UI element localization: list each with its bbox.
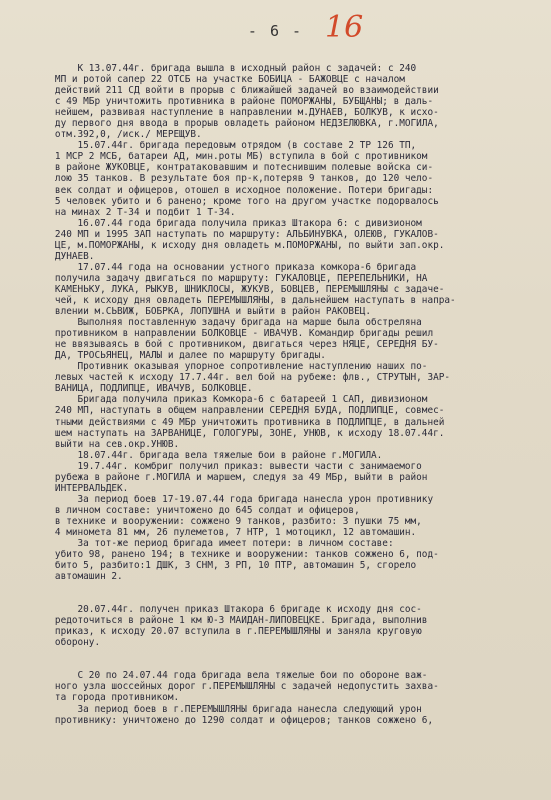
text-line: нейшем, развивая наступление в направлении м.ДУНАЕВ, БОЛКУВ, к исхо- (38, 107, 439, 119)
text-line: 5 человек убито и 6 ранено; кроме того на другом участке подорвалось (38, 195, 439, 207)
text-line: отм.392,0, /иск./ МЕРЕЩУВ. (38, 129, 202, 141)
text-line: 20.07.44г. получен приказ Штакора 6 бригаде к исходу дня сос- (38, 604, 422, 616)
archive-mark: 16 (325, 10, 364, 45)
text-line: рубежа в районе г.МОГИЛА и маршем, следуя за 49 МБр, выйти в район (38, 471, 428, 483)
text-line: левых частей к исходу 17.7.44г. вел бой на рубеже: флв., СТРУТЫН, ЗАР- (38, 372, 451, 384)
text-line: век солдат и офицеров, отошел в исходное положение. Потери бригады: (38, 184, 434, 196)
text-line: ДУНАЕВ. (38, 250, 95, 262)
text-line: ИНТЕРВАЛЬДЕК. (38, 482, 129, 494)
text-line: действий 211 СД войти в прорыв с ближайшей задачей во взаимодействии (38, 85, 439, 97)
page-number: - 6 - (247, 22, 304, 40)
text-line: МП и ротой сапер 22 ОТСБ на участке БОБИЦА - БАЖОВЦЕ с началом (38, 74, 405, 86)
text-line: оборону. (38, 637, 101, 649)
text-line: 16.07.44 года бригада получила приказ Штакора 6: с дивизионом (38, 217, 422, 229)
text-line: ЦЕ, м.ПОМОРЖАНЫ, к исходу дня овладеть м.ПОМОРЖАНЫ, по выйти зап.окр. (38, 239, 445, 251)
text-line: в личном составе: уничтожено до 645 солдат и офицеров, (38, 504, 360, 516)
text-line: ного узла шоссейных дорог г.ПЕРЕМЫШЛЯНЫ с задачей недопустить захва- (38, 681, 439, 693)
text-line: 240 МП и 1995 ЗАП наступать по маршруту: АЛЬБИНУВКА, ОЛЕЮВ, ГУКАЛОВ- (38, 228, 439, 240)
text-line: получила задачу двигаться по маршруту: ГУКАЛОВЦЕ, ПЕРЕПЕЛЬНИКИ, НА (38, 272, 428, 284)
text-line: с 49 МБр уничтожить противника в районе ПОМОРЖАНЫ, БУБЩАНЫ; в даль- (38, 96, 434, 108)
text-line: в районе ЖУКОВЦЕ, контратаковавшим и потеснившим полевые войска си- (38, 162, 434, 174)
text-line: Противник оказывая упорное сопротивление наступлению наших по- (38, 361, 428, 373)
text-line: на минах 2 Т-34 и подбит 1 Т-34. (38, 206, 236, 218)
text-line: Бригада получила приказ Комкора-6 с батареей 1 САП, дивизионом (38, 394, 428, 406)
text-line: редоточиться в районе 1 км Ю-З МАЙДАН-ЛИПОВЕЦКЕ. Бригада, выполнив (38, 615, 428, 627)
text-line: влении м.СЬВИЖ, БОБРКА, ЛОПУШНА и выйти в район РАКОВЕЦ. (38, 306, 372, 318)
text-line: ДА, ТРОСЬЯНЕЦ, МАЛЫ и далее по маршруту бригады. (38, 350, 326, 362)
text-line: 18.07.44г. бригада вела тяжелые бои в районе г.МОГИЛА. (38, 449, 383, 461)
text-line: та города противником. (38, 692, 180, 704)
text-line: тными действиями с 49 МБр уничтожить противника в ПОДЛИПЦЕ, в дальней (38, 416, 445, 428)
text-line: За период боев в г.ПЕРЕМЫШЛЯНЫ бригада нанесла следующий урон (38, 703, 422, 715)
text-line: Выполняя поставленную задачу бригада на марше была обстреляна (38, 317, 422, 329)
text-line: 1 МСР 2 МСБ, батареи АД, мин.роты МБ) вступила в бой с противником (38, 151, 428, 163)
text-line: автомашин 2. (38, 571, 123, 583)
text-line: выйти на сев.окр.УНЮВ. (38, 438, 180, 450)
text-line: чей, к исходу дня овладеть ПЕРЕМЫШЛЯНЫ, в дальнейшем наступать в напра- (38, 294, 456, 306)
text-line (38, 582, 543, 604)
text-line: приказ, к исходу 20.07 вступила в г.ПЕРЕМЫШЛЯНЫ и заняла круговую (38, 626, 422, 638)
text-line: 19.7.44г. комбриг получил приказ: вывести части с занимаемого (38, 460, 422, 472)
text-line: противником в направлении БОЛКОВЦЕ - ИВАЧУВ. Командир бригады решил (38, 328, 434, 340)
text-line: 17.07.44 года на основании устного приказа комкора-6 бригада (38, 261, 417, 273)
text-line: в технике и вооружении: сожжено 9 танков, разбито: 3 пушки 75 мм, (38, 515, 422, 527)
text-line: лою 35 танков. В результате боя пр-к,потеряв 9 танков, до 120 чело- (38, 173, 434, 185)
text-line: 240 МП, наступать в общем направлении СЕРЕДНЯ БУДА, ПОДЛИПЦЕ, совмес- (38, 405, 445, 417)
report-text (38, 63, 543, 726)
text-line: С 20 по 24.07.44 года бригада вела тяжелые бои по обороне важ- (38, 670, 428, 682)
text-line: убито 98, ранено 194; в технике и вооружении: танков сожжено 6, под- (38, 549, 439, 561)
text-line: За тот-же период бригада имеет потери: в личном составе: (38, 538, 394, 550)
text-line: К 13.07.44г. бригада вышла в исходный район с задачей: с 240 (38, 63, 417, 74)
text-line: 4 минометa 81 мм, 26 пулеметов, 7 НТР, 1 мотоцикл, 12 автомашин. (38, 526, 417, 538)
text-line (38, 648, 543, 670)
text-line: 15.07.44г. бригада передовым отрядом (в составе 2 ТР 126 ТП, (38, 140, 417, 152)
text-line: ВАНИЦА, ПОДЛИПЦЕ, ИВАЧУВ, БОЛКОВЦЕ. (38, 383, 253, 395)
text-line: КАМЕНЬКУ, ЛУКА, РЫКУВ, ШНИКЛОСЫ, ЖУКУВ, БОВЦЕВ, ПЕРЕМЫШЛЯНЫ с задаче- (38, 283, 445, 295)
text-line: ду первого дня ввода в прорыв овладеть районом НЕДЗЕЛЮВКА, г.МОГИЛА, (38, 118, 439, 130)
text-line: шем наступать на ЗАРВАНИЦЕ, ГОЛОГУРЫ, ЗОНЕ, УНЮВ, к исходу 18.07.44г. (38, 427, 445, 439)
text-line: не ввязываясь в бой с противником, двигаться через НЯЦЕ, СЕРЕДНЯ БУ- (38, 339, 439, 351)
text-line: За период боев 17-19.07.44 года бригада нанесла урон противнику (38, 493, 434, 505)
text-line: противнику: уничтожено до 1290 солдат и офицеров; танков сожжено 6, (38, 714, 434, 726)
text-line: бито 5, разбито:1 ДШК, 3 СНМ, 3 РП, 10 ПТР, автомашин 5, сгорело (38, 560, 417, 572)
